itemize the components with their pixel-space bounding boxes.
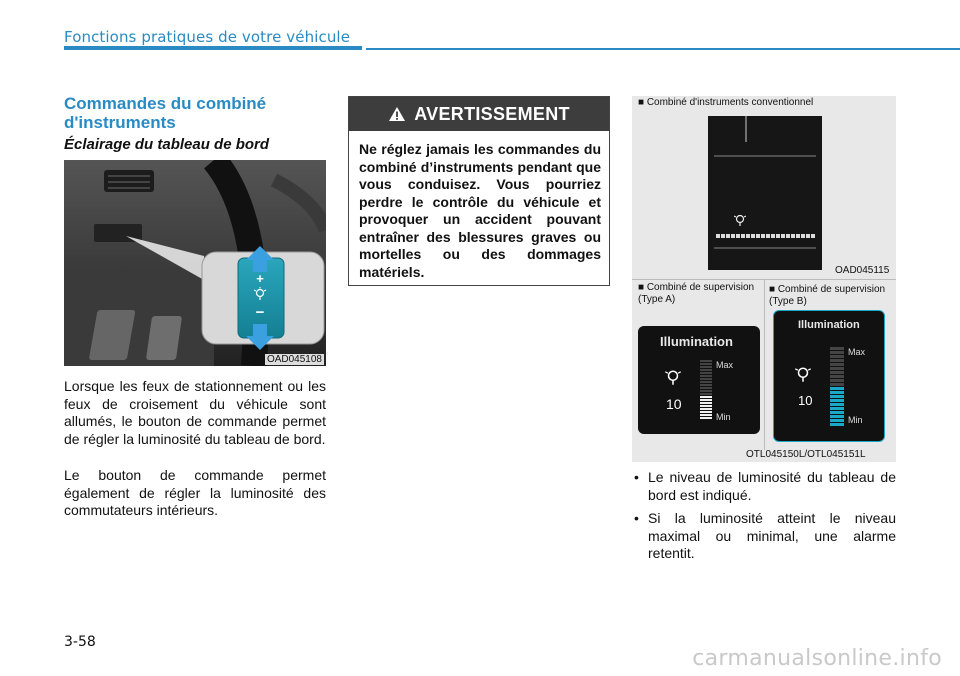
display-b-illumination-icon xyxy=(794,365,812,383)
level-segment xyxy=(830,347,844,350)
cluster-level-segment xyxy=(746,234,750,238)
level-segment xyxy=(700,408,712,410)
cluster-level-segment xyxy=(751,234,755,238)
level-segment xyxy=(830,423,844,426)
caption-conventional: ■ Combiné d'instruments conventionnel xyxy=(638,97,814,108)
cluster-illumination-icon xyxy=(734,216,746,227)
level-segment xyxy=(700,366,712,368)
level-segment xyxy=(700,417,712,419)
level-segment xyxy=(830,355,844,358)
warning-box xyxy=(348,96,610,286)
level-segment xyxy=(700,360,712,362)
level-segment xyxy=(700,399,712,401)
level-segment xyxy=(830,403,844,406)
cluster-level-segment xyxy=(811,234,815,238)
display-a-title: Illumination xyxy=(660,334,733,349)
paragraph-1: Lorsque les feux de stationnement ou les feux de croisement du véhicule sont allumés, le bouton de commande permet de régler la luminosité du tableau de bord. xyxy=(64,378,326,447)
figure-divider-vertical xyxy=(764,280,765,450)
bullet-list xyxy=(632,469,896,569)
level-segment xyxy=(830,379,844,382)
header-rule-thick xyxy=(64,46,362,50)
cluster-level-segment xyxy=(766,234,770,238)
cluster-level-segment xyxy=(716,234,720,238)
section-title: Commandes du combiné d'instruments xyxy=(64,94,267,132)
level-segment xyxy=(830,415,844,418)
running-header: Fonctions pratiques de votre véhicule xyxy=(64,28,351,46)
display-b-min: Min xyxy=(848,415,863,425)
level-segment xyxy=(700,375,712,377)
warning-heading: AVERTISSEMENT xyxy=(414,103,570,124)
level-segment xyxy=(830,371,844,374)
cluster-level-segment xyxy=(731,234,735,238)
level-segment xyxy=(830,411,844,414)
cluster-level-segment xyxy=(801,234,805,238)
level-segment xyxy=(700,402,712,404)
dashboard-photo xyxy=(64,160,326,366)
level-segment xyxy=(830,395,844,398)
level-segment xyxy=(700,411,712,413)
display-a-min: Min xyxy=(716,412,731,422)
warning-text: Ne réglez jamais les commandes du combiné d’instruments pendant que vous conduisez. Vous pourriez perdre le contrôle du véhicule et provoquer un accident pouvant entraîner des blessures graves ou mortelles ou des dommages matériels. xyxy=(359,141,601,280)
level-segment xyxy=(700,387,712,389)
cluster-level-segment xyxy=(771,234,775,238)
level-segment xyxy=(700,414,712,416)
bullet-item: • Le niveau de luminosité du tableau de bord est indiqué. xyxy=(632,469,896,504)
level-segment xyxy=(700,372,712,374)
level-segment xyxy=(830,391,844,394)
photo-caption: OAD045108 xyxy=(266,354,322,365)
cluster-level-segment xyxy=(721,234,725,238)
code-conventional: OAD045115 xyxy=(835,265,890,276)
level-segment xyxy=(830,407,844,410)
level-segment xyxy=(830,383,844,386)
caption-type-b: ■ Combiné de supervision (Type B) xyxy=(769,284,886,307)
display-b-max: Max xyxy=(848,347,866,357)
level-segment xyxy=(830,351,844,354)
level-segment xyxy=(700,381,712,383)
display-b-level: 10 xyxy=(798,393,813,408)
level-segment xyxy=(830,367,844,370)
illumination-display-type-b xyxy=(773,310,885,442)
brightness-plus-label: + xyxy=(256,271,264,286)
cluster-level-segment xyxy=(806,234,810,238)
level-segment xyxy=(830,419,844,422)
level-segment xyxy=(830,363,844,366)
cluster-level-segment xyxy=(741,234,745,238)
display-b-title: Illumination xyxy=(798,319,860,331)
dashboard-illustration xyxy=(64,160,326,366)
cluster-level-segment xyxy=(776,234,780,238)
cluster-level-segment xyxy=(756,234,760,238)
level-segment xyxy=(700,378,712,380)
cluster-level-segment xyxy=(761,234,765,238)
cluster-level-segment xyxy=(786,234,790,238)
level-segment xyxy=(700,363,712,365)
warning-header xyxy=(349,97,609,131)
level-segment xyxy=(830,359,844,362)
cluster-level-segment xyxy=(791,234,795,238)
illumination-display-type-a xyxy=(638,326,760,434)
level-segment xyxy=(700,396,712,398)
illumination-icon xyxy=(253,287,267,301)
level-segment xyxy=(830,387,844,390)
warning-triangle-icon xyxy=(388,106,406,122)
bullet-item: • Si la luminosité atteint le niveau maximal ou minimal, une alarme retentit. xyxy=(632,510,896,563)
display-b-level-bar xyxy=(830,347,846,427)
display-a-max: Max xyxy=(716,360,734,370)
cluster-level-segment xyxy=(796,234,800,238)
display-a-level-bar xyxy=(700,360,714,422)
watermark: carmanualsonline.info xyxy=(692,646,942,671)
level-segment xyxy=(700,384,712,386)
level-segment xyxy=(700,405,712,407)
paragraph-2: Le bouton de commande permet également de régler la luminosité des commutateurs intérieurs. xyxy=(64,467,326,518)
brightness-minus-label: − xyxy=(255,304,265,321)
subsection-title: Éclairage du tableau de bord xyxy=(64,136,270,153)
level-segment xyxy=(700,393,712,395)
level-segment xyxy=(700,369,712,371)
header-rule-thin xyxy=(366,48,960,50)
code-supervision: OTL045150L/OTL045151L xyxy=(746,449,866,460)
conventional-cluster-image xyxy=(708,116,822,270)
display-a-level: 10 xyxy=(666,396,682,412)
cluster-level-segment xyxy=(781,234,785,238)
level-segment xyxy=(830,399,844,402)
level-segment xyxy=(830,375,844,378)
conventional-cluster-drawing xyxy=(708,116,822,270)
caption-type-a: ■ Combiné de supervision (Type A) xyxy=(638,282,755,305)
page-number: 3-58 xyxy=(64,634,96,650)
cluster-level-segment xyxy=(726,234,730,238)
display-a-illumination-icon xyxy=(664,368,682,386)
cluster-level-segment xyxy=(736,234,740,238)
level-segment xyxy=(700,390,712,392)
